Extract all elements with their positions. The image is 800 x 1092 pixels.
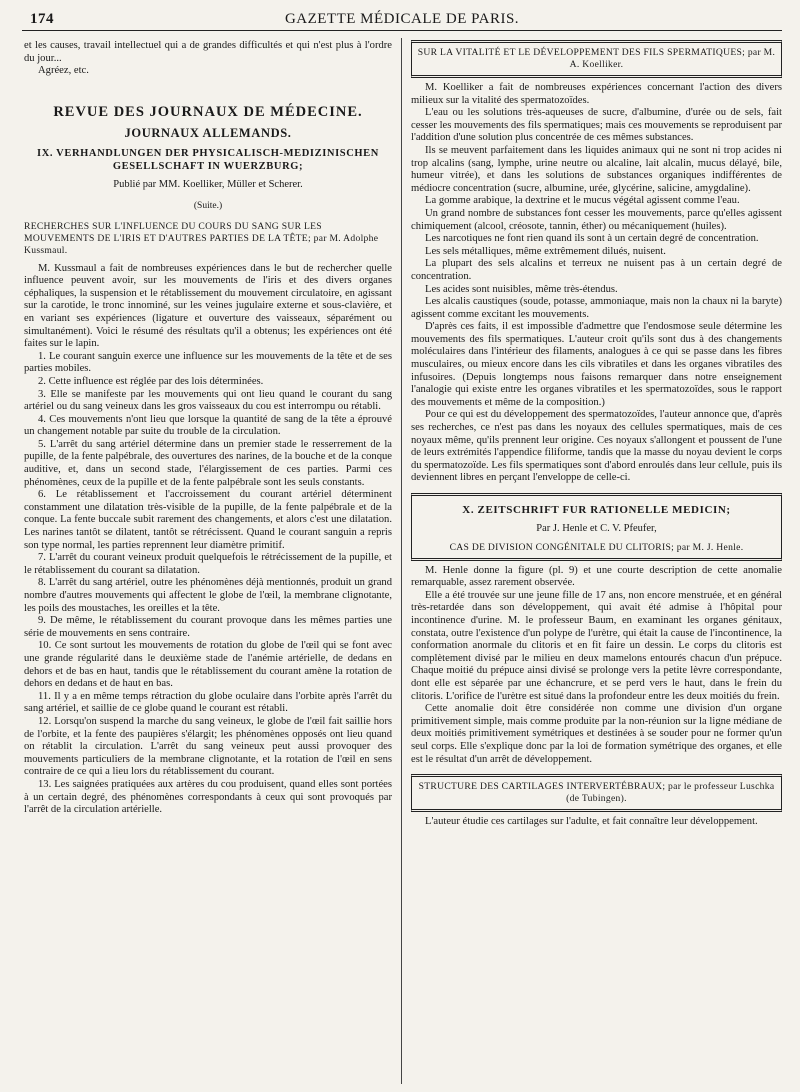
paragraph: Les sels métalliques, même extrêmement dilués, nuisent. — [425, 245, 666, 257]
paragraph: Ils se meuvent parfaitement dans les liquides animaux qui ne sont ni trop acides ni trop alcalins (sang, lymphe, urine neutre ou alcaline, lait alcalin, mucus délayé, bile, humeur vitrée), et dans les solutions de substances organiques indifférentes de médiocre concentration (sucre, albumine, urée, glycérine, salicine, amygdaline). — [411, 144, 782, 194]
paragraph: Les narcotiques ne font rien quand ils sont à un certain degré de concentration. — [425, 233, 759, 245]
paragraph: Les acides sont nuisibles, même très-étendus. — [425, 283, 618, 295]
paragraph: L'eau ou les solutions très-aqueuses de sucre, d'albumine, d'urée ou de sels, fait cesser les mouvements des fils spermatiques; mais ces mouvements se reproduisent par l'addition d'une solution plus concentrée de ces mêmes substances. — [411, 107, 782, 144]
paragraph: 10. Ce sont surtout les mouvements de rotation du globe de l'œil qui se font avec une grande régularité dans le deuxième stade de l'anémie artérielle, de dedans en dehors et de bas en haut, tandis que le rétablissement du courant amène la rotation de dehors en dedans et de haut en bas. — [24, 640, 392, 690]
article-title: X. ZEITSCHRIFT FUR RATIONELLE MEDICIN; — [462, 504, 731, 516]
article-title-box — [411, 40, 782, 78]
column-divider — [401, 38, 402, 1084]
paragraph: M. Henle donne la figure (pl. 9) et une courte description de cette anomalie remarquable, assez rarement observée. — [411, 564, 782, 589]
paragraph: M. Koelliker a fait de nombreuses expériences concernant l'action des divers milieux sur la vitalité des spermatozoïdes. — [411, 82, 782, 106]
page-number: 174 — [30, 11, 54, 27]
paragraph: Cette anomalie doit être considérée non comme une division d'un organe primitivement simple, mais comme produite par la non-réunion sur la ligne médiane de deux moitiés primitivement symétriques et destinées à se souder pour ne former qu'un seul corps. Elle s'explique donc par la loi de formation symétrique des organes, et elle est le résultat d'un arrêt de développement. — [411, 703, 782, 765]
closing-salutation: Agréez, etc. — [38, 65, 89, 77]
paragraph: 6. Le rétablissement et l'accroissement du courant artériel déterminent constamment une dilatation très-visible de la pupille, de la fente palpébrale et de la conque. La fente buccale subit rarement des changements, et alors c'est une dilatation. Les narines tantôt se dilatent, tantôt se rétrécissent. Quand le courant sanguin a repris son type normal, les parties reprennent leur diamètre primitif. — [24, 489, 392, 551]
opening-text: et les causes, travail intellectuel qui a de grandes difficultés et qui n'est plus à l'ordre du jour... — [24, 40, 392, 64]
article-title-box — [411, 774, 782, 812]
journal-title: GAZETTE MÉDICALE DE PARIS. — [284, 11, 520, 27]
paragraph: M. Kussmaul a fait de nombreuses expériences dans le but de rechercher quelle influence peuvent avoir, sur les mouvements de l'iris et des divers organes céphaliques, la suspension et le rétablissement du mouvement circulatoire, en agissant sur la carotide, le tronc innominé, sur les veines jugulaire externe et sous-clavière, et en variant ses expériences (ligature et ouverture des vaisseaux, séparément ou simultanément). Voici le résumé des résultats qu'il a obtenus; les expériences ont été faites sur le lapin. — [24, 262, 392, 350]
page-header — [22, 8, 782, 31]
paragraph: L'auteur étudie ces cartilages sur l'adulte, et fait connaître leur développement. — [425, 816, 758, 828]
article-title: STRUCTURE DES CARTILAGES INTERVERTÉBRAUX; par le professeur Luschka (de Tubingen). — [418, 781, 775, 805]
paragraph: 9. De même, le rétablissement du courant provoque dans les mêmes parties une série de mouvements en sens contraire. — [24, 615, 392, 639]
right-column — [411, 40, 782, 1085]
paragraph: 8. L'arrêt du sang artériel, outre les phénomènes déjà mentionnés, produit un grand nombre d'autres mouvements qui affectent le globe de l'œil, la membrane clignotante, les poils des moustaches, les oreilles et la tête. — [24, 577, 392, 614]
paragraph: Pour ce qui est du développement des spermatozoïdes, l'auteur annonce que, d'après ses recherches, ce n'est pas dans les noyaux des cellules spermatiques, mais de ces noyaux même, qu'ils prennent leur origine. Ces noyaux s'allongent et poussent de l'une de leurs extrémités l'appendice filiforme, tandis que la masse du noyau devient le corps du spermatozoïde. Les fils spermatiques sont d'abord enroulés dans leur cellule, puis ils deviennent libres en perçant l'enveloppe de celle-ci. — [411, 409, 782, 484]
article-title: IX. VERHANDLUNGEN DER PHYSICALISCH-MEDIZINISCHEN GESELLSCHAFT IN WUERZBURG; — [37, 148, 379, 173]
publisher-line: Publié par MM. Koelliker, Müller et Scherer. — [113, 179, 303, 191]
article-title: SUR LA VITALITÉ ET LE DÉVELOPPEMENT DES FILS SPERMATIQUES; par M. A. Koelliker. — [417, 47, 776, 70]
publisher-line: Par J. Henle et C. V. Pfeufer, — [536, 523, 657, 534]
paragraph: 11. Il y a en même temps rétraction du globe oculaire dans l'orbite après l'arrêt du sang artériel, et saillie de ce globe quand le courant est rétabli. — [24, 690, 392, 715]
research-title: RECHERCHES SUR L'INFLUENCE DU COURS DU SANG SUR LES MOUVEMENTS DE L'IRIS ET D'AUTRES PARTIES DE LA TÊTE; par M. Adolphe Kussmaul. — [24, 220, 379, 256]
paragraph: Les alcalis caustiques (soude, potasse, ammoniaque, mais non la chaux ni la baryte) agissent comme excitant les mouvements. — [411, 296, 782, 320]
paragraph: D'après ces faits, il est impossible d'admettre que l'endosmose seule détermine les mouvements des fils spermatiques. L'auteur croit qu'ils sont dus à des changements moléculaires dans l'intérieur des filaments, analogues à ce qui se passe dans les fibres musculaires, ou mieux encore dans les cils vibratiles et dans les organes vibratiles des infusoires. (Depuis longtemps nous faisons remarquer dans notre enseignement l'analogie qui existe entre les organes vibratiles et les spermatozoïdes, sous le rapport des mouvements et même de la composition.) — [411, 321, 782, 408]
subsection-title: JOURNAUX ALLEMANDS. — [124, 125, 292, 140]
left-column — [24, 40, 392, 1085]
paragraph: 2. Cette influence est réglée par des lois déterminées. — [38, 375, 264, 387]
paragraph: 4. Ces mouvements n'ont lieu que lorsque la quantité de sang de la tête a éprouvé un changement notable par suite du trouble de la circulation. — [24, 413, 392, 438]
article-title-box — [411, 493, 782, 561]
paragraph: 13. Les saignées pratiquées aux artères du cou produisent, quand elles sont portées à un certain degré, des phénomènes correspondants à ceux qui sont provoqués par l'arrêt de la circulation artérielle. — [24, 778, 392, 816]
paragraph: 3. Elle se manifeste par les mouvements qui ont lieu quand le courant du sang artériel ou du sang veineux dans les gros vaisseaux du cou est interrompu ou rétabli. — [24, 388, 392, 413]
paragraph: 12. Lorsqu'on suspend la marche du sang veineux, le globe de l'œil fait saillie hors de l'orbite, et la fente des paupières s'élargit; les phénomènes opposés ont lieu quand on rétablit la circulation. L'arrêt du sang veineux peut aussi provoquer des mouvements particuliers de la membrane clignotante, et la rotation de l'œil en sens contraire de ce qui a lieu lors du rétablissement du courant. — [24, 715, 392, 778]
section-title: REVUE DES JOURNAUX DE MÉDECINE. — [53, 103, 363, 120]
suite-note: (Suite.) — [193, 200, 223, 211]
paragraph: 1. Le courant sanguin exerce une influence sur les mouvements de la tête et de ses parties mobiles. — [24, 350, 392, 375]
paragraph: Elle a été trouvée sur une jeune fille de 17 ans, non encore menstruée, et en général très-retardée dans son développement, qui avait été admise à l'hôpital pour incontinence d'urine. M. le professeur Baum, en examinant les organes génitaux, constata, outre l'existence d'un polype de l'urètre, qui était la cause de l'incontinence, la conformation anormale du clitoris et en fit faire un dessin. Le corps du clitoris est complètement divisé par le milieu en deux mamelons entourés chacun d'un prépuce. Chaque moitié du prépuce ainsi divisé se prolonge vers la petite lèvre correspondante, dont elle est séparée par une échancrure, et se perd vers le haut, dans le frein du clitoris. L'orifice de l'urètre est situé dans la profondeur entre les deux moitiés du frein. — [411, 589, 782, 702]
paragraph: Un grand nombre de substances font cesser les mouvements, parce qu'elles agissent chimiquement (alcool, créosote, tannin, éther) ou mécaniquement (huiles). — [411, 207, 782, 232]
paragraph: 5. L'arrêt du sang artériel détermine dans un premier stade le resserrement de la pupille, de la fente palpébrale, des ouvertures des narines, de la bouche et de la conque auditive, et, dans un second stade, l'élargissement de ces parties. Parmi ces phénomènes, ceux de la pupille et de la fente palpébrale sont les seuls constants. — [24, 438, 392, 488]
paragraph: 7. L'arrêt du courant veineux produit quelquefois le rétrécissement de la pupille, et le rétablissement du courant sa dilatation. — [24, 552, 392, 576]
article-subtitle: CAS DE DIVISION CONGÉNITALE DU CLITORIS; par M. J. Henle. — [449, 541, 744, 553]
paragraph: La gomme arabique, la dextrine et le mucus végétal agissent comme l'eau. — [425, 195, 740, 207]
paragraph: La plupart des sels alcalins et terreux ne nuisent pas à un certain degré de concentration. — [411, 258, 782, 282]
